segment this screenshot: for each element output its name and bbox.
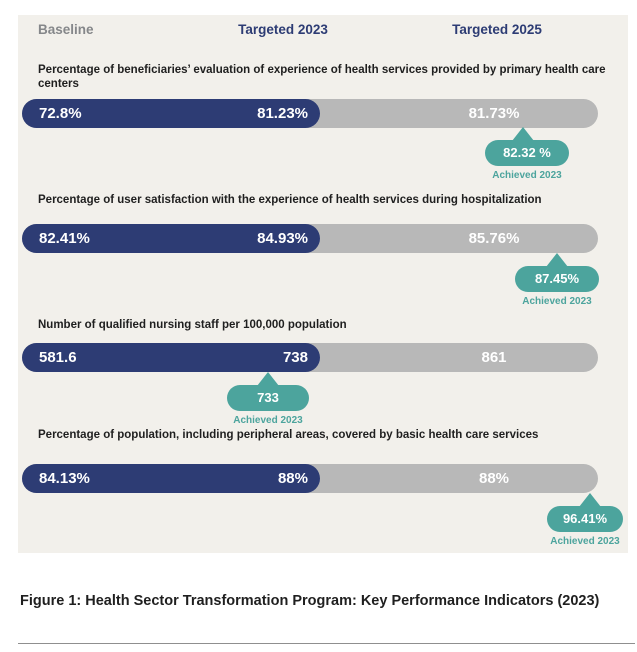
indicator-4-targeted-2025-value: 88%	[478, 470, 510, 487]
indicator-1-baseline-value: 72.8%	[39, 105, 82, 122]
indicator-1-targeted-2023-value: 81.23%	[257, 105, 308, 122]
indicator-2-achieved-value: 87.45%	[515, 266, 599, 292]
indicator-4-targeted-2023-value: 88%	[277, 470, 308, 487]
indicator-1-achieved-label: Achieved 2023	[492, 170, 562, 181]
indicator-4-baseline-value: 84.13%	[39, 470, 90, 487]
callout-pointer-icon	[546, 253, 568, 267]
indicator-3-baseline-value: 581.6	[39, 349, 77, 366]
kpi-chart-panel	[18, 15, 628, 553]
callout-pointer-icon	[579, 493, 601, 507]
indicator-4-title: Percentage of population, including peripheral areas, covered by basic health care services	[38, 429, 539, 441]
indicator-1-targeted-2025-value: 81.73%	[468, 105, 520, 122]
indicator-3-targeted-2023-value: 738	[282, 349, 308, 366]
indicator-2-targeted-2023-value: 84.93%	[257, 230, 308, 247]
column-header-targeted-2025: Targeted 2025	[452, 22, 542, 37]
callout-pointer-icon	[512, 127, 534, 141]
callout-pointer-icon	[257, 372, 279, 386]
indicator-2-bar	[22, 224, 598, 253]
indicator-2-baseline-value: 82.41%	[39, 230, 90, 247]
indicator-2-achieved-label: Achieved 2023	[522, 296, 592, 307]
figure-caption: Figure 1: Health Sector Transformation Program: Key Performance Indicators (2023)	[20, 593, 600, 609]
indicator-2-targeted-2025-value: 85.76%	[468, 230, 520, 247]
caption-divider	[18, 643, 635, 644]
indicator-3-title: Number of qualified nursing staff per 100,000 population	[38, 319, 347, 331]
column-header-baseline: Baseline	[38, 22, 94, 37]
indicator-1-title: Percentage of beneficiaries’ evaluation of experience of health services provided by primary health care centers	[38, 64, 606, 90]
indicator-3-targeted-2025-value: 861	[481, 349, 507, 366]
indicator-2-title: Percentage of user satisfaction with the experience of health services during hospitalization	[38, 194, 542, 206]
indicator-4-bar	[22, 464, 598, 493]
indicator-1-achieved-value: 82.32 %	[485, 140, 569, 166]
column-header-targeted-2023: Targeted 2023	[238, 22, 328, 37]
indicator-1-bar	[22, 99, 598, 128]
indicator-4-achieved-value: 96.41%	[547, 506, 623, 532]
indicator-3-achieved-value: 733	[227, 385, 309, 411]
indicator-3-achieved-label: Achieved 2023	[233, 415, 303, 426]
indicator-4-achieved-label: Achieved 2023	[550, 536, 620, 547]
indicator-3-bar	[22, 343, 598, 372]
